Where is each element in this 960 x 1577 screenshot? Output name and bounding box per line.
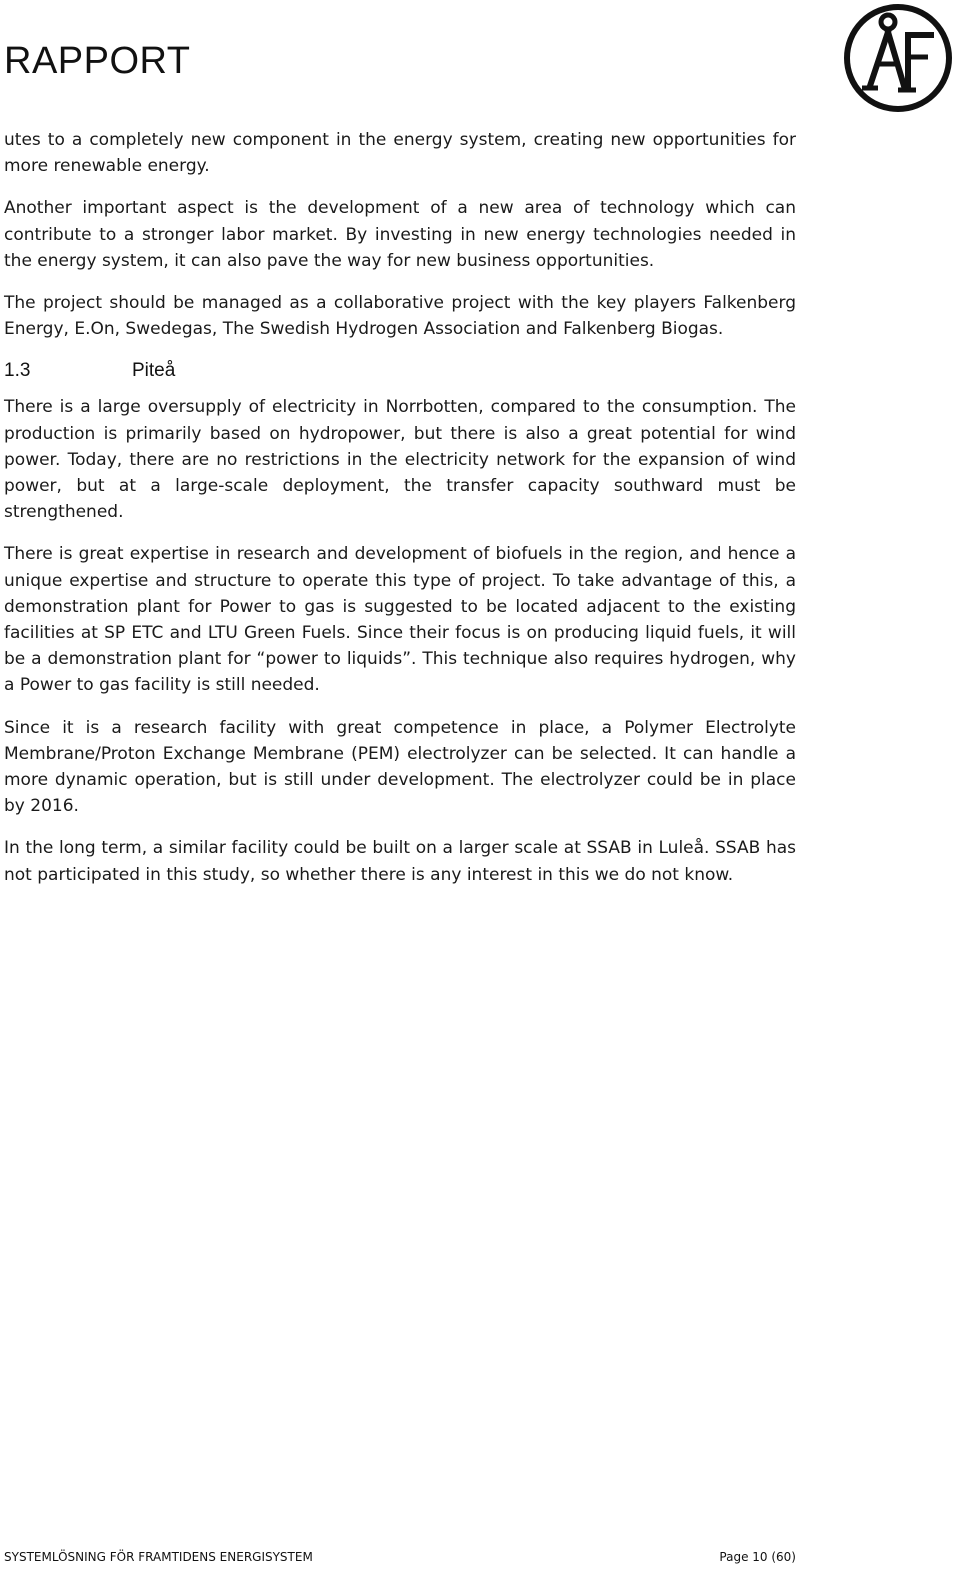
paragraph: There is a large oversupply of electricity in Norrbotten, compared to the consumption. The production is primarily based on hydropower, but there is also a great potential for wind power. Today, there are no restrictions in the electricity network for the expansion of wind power, but at a large-scale deployment, the transfer capacity southward must be strengthened. [4,397,796,523]
page-title: RAPPORT [4,40,191,82]
section-title: Piteå [132,360,176,382]
paragraph: Another important aspect is the development of a new area of technology which can contribute to a stronger labor market. By investing in new energy technologies needed in the energy system, it can also pave the way for new business opportunities. [4,198,796,271]
section-heading [4,358,796,384]
paragraph: In the long term, a similar facility could be built on a larger scale at SSAB in Luleå. SSAB has not participated in this study, so whether there is any interest in this we do not know. [4,838,796,885]
paragraph: utes to a completely new component in the energy system, creating new opportunities for more renewable energy. [4,130,796,177]
footer-document-title: SYSTEMLÖSNING FÖR FRAMTIDENS ENERGISYSTEM [4,1550,313,1564]
paragraph: The project should be managed as a collaborative project with the key players Falkenberg Energy, E.On, Swedegas, The Swedish Hydrogen Association and Falkenberg Biogas. [4,293,796,340]
paragraph: There is great expertise in research and development of biofuels in the region, and hence a unique expertise and structure to operate this type of project. To take advantage of this, a demonstration plant for Power to gas is suggested to be located adjacent to the existing facilities at SP ETC and LTU Green Fuels. Since their focus is on producing liquid fuels, it will be a demonstration plant for “power to liquids”. This technique also requires hydrogen, why a Power to gas facility is still needed. [4,544,796,696]
paragraph: Since it is a research facility with great competence in place, a Polymer Electrolyte Membrane/Proton Exchange Membrane (PEM) electrolyzer can be selected. It can handle a more dynamic operation, but is still under development. The electrolyzer could be in place by 2016. [4,717,796,817]
section-number: 1.3 [4,360,31,382]
af-logo-icon [842,2,954,114]
report-body [4,127,796,904]
footer-page-number: Page 10 (60) [719,1550,796,1564]
